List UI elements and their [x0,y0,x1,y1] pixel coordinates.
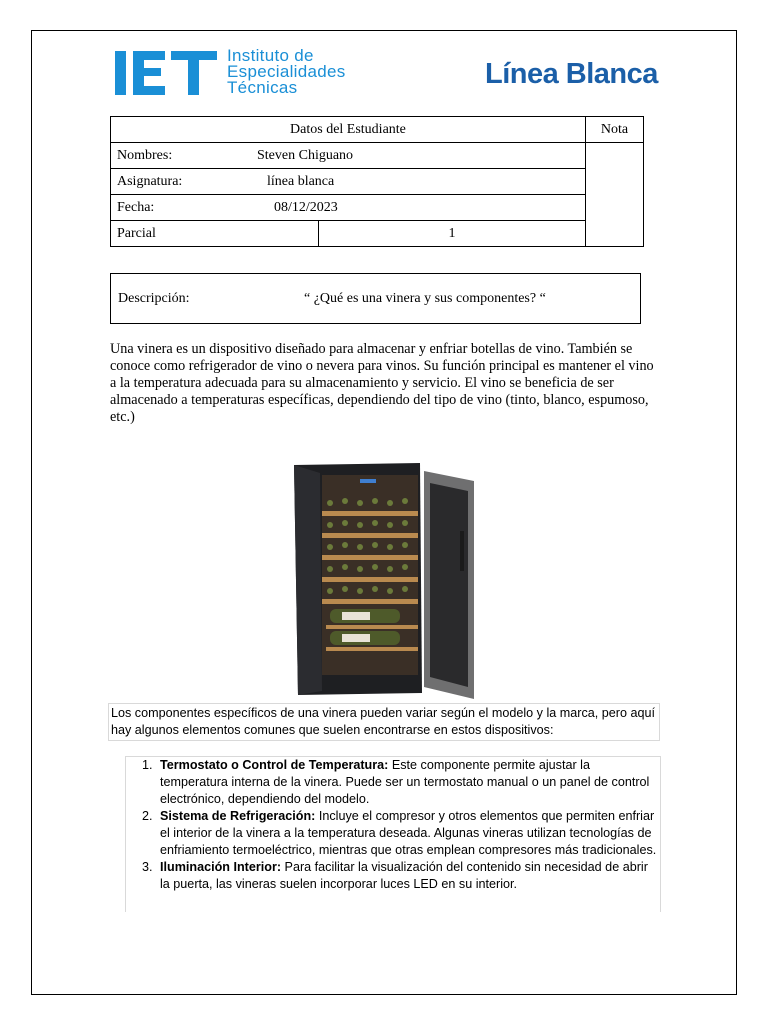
row-value: línea blanca [267,173,335,189]
components-list [126,757,660,893]
grade-header: Nota [585,117,643,143]
iet-logo-letters [115,49,217,95]
table-row [111,195,586,221]
wine-cooler-image [290,461,480,701]
description-box [110,273,641,324]
description-label: Descripción: [118,290,190,306]
table-header: Datos del Estudiante [111,117,586,143]
component-text: Este componente permite ajustar la temperatura interna de la vinera. Puede ser un termostato manual o un panel de control electrónico, dependiendo del modelo. [160,758,650,806]
component-title: Termostato o Control de Temperatura: [160,758,389,772]
logo-line: Instituto de [227,46,314,65]
component-text: Incluye el compresor y otros elementos que permiten enfriar el interior de la vinera a la temperatura deseada. Algunas vineras utilizan tecnologías de enfriamiento termoeléctrico, mientras que otras emplean compresores más tradicionales. [160,809,657,857]
row-value: Steven Chiguano [257,147,354,163]
table-row [111,143,586,169]
iet-logo [115,48,346,96]
logo-line: Técnicas [227,78,298,97]
row-value: 1 [319,221,586,247]
logo-line: Especialidades [227,62,346,81]
row-label: Fecha: [117,199,155,215]
component-text: Para facilitar la visualización del contenido sin necesidad de abrir la puerta, las vineras suelen incorporar luces LED en su interior. [160,860,648,891]
list-item [156,808,660,859]
intro-paragraph: Una vinera es un dispositivo diseñado para almacenar y enfriar botellas de vino. También se conoce como refrigerador de vino o nevera para vinos. Su función principal es mantener el vino a la temperatura adecuada para su almacenamiento y servicio. El vino se beneficia de ser almacenado a temperaturas específicas, dependiendo del tipo de vino (tinto, blanco, espumoso, etc.) [110,341,654,425]
components-intro: Los componentes específicos de una vinera pueden variar según el modelo y la marca, pero aquí hay algunos elementos comunes que suelen encontrarse en estos dispositivos: [108,703,660,741]
list-item [156,859,660,893]
component-title: Sistema de Refrigeración: [160,809,316,823]
row-label: Nombres: [117,147,173,163]
description-value: “ ¿Qué es una vinera y sus componentes? “ [304,290,546,306]
row-label: Parcial [111,221,319,247]
logo-text [227,48,346,96]
row-label: Asignatura: [117,173,183,189]
brand-title: Línea Blanca [485,58,658,90]
row-value: 08/12/2023 [274,199,338,215]
table-row [111,169,586,195]
student-data-table [110,116,644,247]
components-list-box [125,756,661,912]
grade-cell [585,143,643,247]
component-title: Iluminación Interior: [160,860,282,874]
list-item [156,757,660,808]
